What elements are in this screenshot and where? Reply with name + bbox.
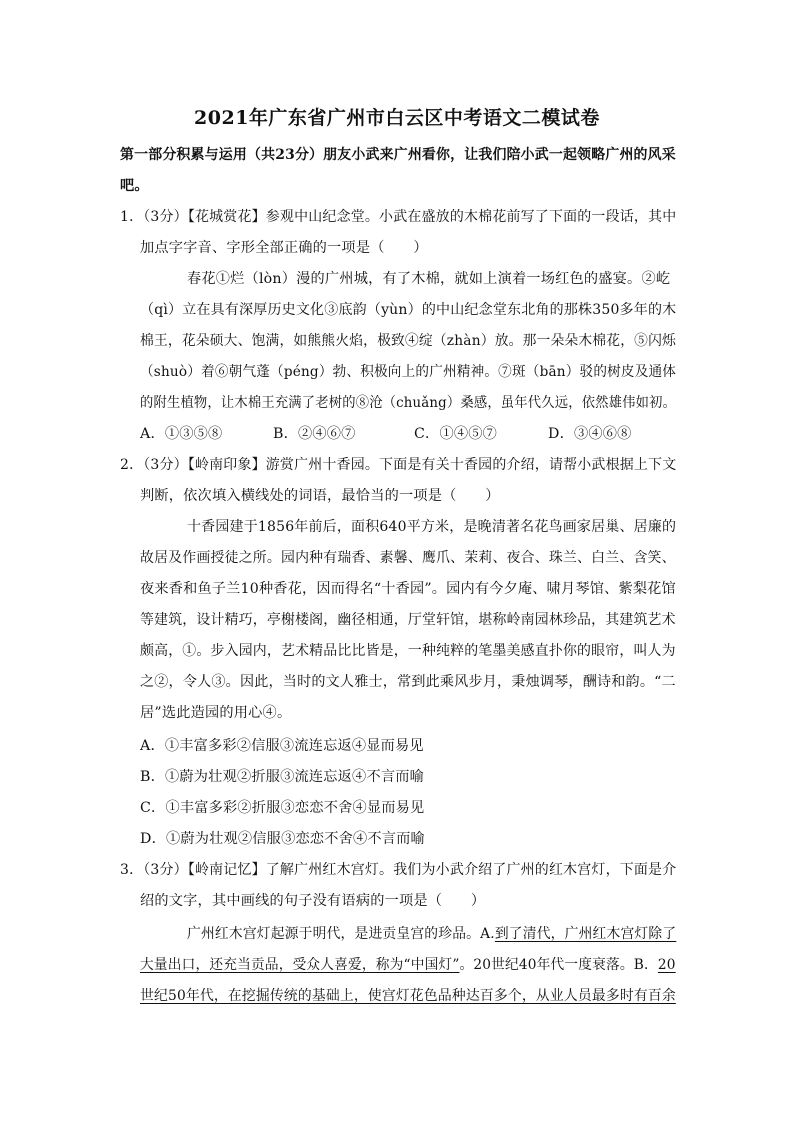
q1-option-c[interactable]: C．①④⑤⑦ [414, 426, 497, 442]
q3-underlined-sentence-a-cont: 大量出口，还充当贡品，受众人喜爱，称为“中国灯” [140, 957, 460, 973]
q1-option-a[interactable]: A．①③⑤⑧ [140, 426, 223, 442]
q1-option-b[interactable]: B．②④⑥⑦ [273, 426, 356, 442]
q3-underlined-sentence-a: 到了清代，广州红木宫灯除了 [494, 926, 677, 942]
q2-passage-line-7: 居”选此造园的用心④。 [140, 705, 292, 721]
q2-option-a[interactable]: A．①丰富多彩②信服③流连忘返④显而易见 [140, 738, 424, 754]
q3-passage-line-2 [140, 955, 676, 975]
q1-passage-line-2: （qì）立在具有深厚历史文化③底韵（yùn）的中山纪念堂东北角的那株350多年的木 [140, 302, 677, 318]
q2-passage-line-4: 等建筑，设计精巧，亭榭楼阁，幽径相通，厅堂轩馆，堪称岭南园林珍品，其建筑艺术 [140, 612, 676, 628]
q2-passage-line-1: 十香园建于1856年前后，面积640平方米，是晚清著名花鸟画家居巢、居廉的 [187, 519, 677, 535]
q2-passage-line-5: 颇高，①。步入园内，艺术精品比比皆是，一种纯粹的笔墨美感直扑你的眼帘，叫人为 [140, 643, 676, 659]
q1-passage-line-3: 棉王，花朵硕大、饱满，如熊熊火焰，极致④绽（zhàn）放。那一朵朵木棉花，⑤闪烁 [140, 333, 676, 349]
q2-passage-line-3: 夜来香和鱼子兰10种香花，因而得名“十香园”。园内有今夕庵、啸月琴馆、紫梨花馆 [140, 581, 676, 597]
q2-option-d[interactable]: D．①蔚为壮观②信服③恋恋不舍④不言而喻 [140, 831, 425, 847]
q3-stem-line-1: 3．（3分）【岭南记忆】了解广州红木宫灯。我们为小武介绍了广州的红木宫灯，下面是介 [120, 862, 677, 878]
q3-passage-line-1 [187, 924, 676, 944]
part-intro-line-2: 吧。 [120, 178, 149, 194]
q1-passage-line-4: （shuò）着⑥朝气蓬（péng）勃、积极向上的广州精神。⑦斑（bān）驳的树皮及通体 [140, 364, 677, 380]
q1-stem-line-2: 加点字字音、字形全部正确的一项是（ ） [140, 240, 428, 256]
q1-passage-line-1: 春花①烂（lòn）漫的广州城，有了木棉，就如上演着一场红色的盛宴。②屹 [187, 271, 671, 287]
q2-option-b[interactable]: B．①蔚为壮观②折服③流连忘返④不言而喻 [140, 769, 424, 785]
q3-passage-text: 广州红木宫灯起源于明代，是进贡皇宫的珍品。A. [187, 926, 495, 942]
q2-stem-line-2: 判断，依次填入横线处的词语，最恰当的一项是（ ） [140, 488, 500, 504]
q3-underlined-sentence-b-cont: 世纪50年代，在挖掘传统的基础上，使宫灯花色品种达百多个，从业人员最多时有百余 [140, 988, 676, 1004]
q1-passage-line-5: 的附生植物，让木棉王充满了老树的⑧沧（chuǎng）桑感，虽年代久远，依然雄伟如初。 [140, 395, 677, 411]
q2-passage-line-2: 故居及作画授徒之所。园内种有瑞香、素馨、鹰爪、茉莉、夜合、珠兰、白兰、含笑、 [140, 550, 676, 566]
q1-stem-line-1: 1．（3分）【花城赏花】参观中山纪念堂。小武在盛放的木棉花前写了下面的一段话，其中 [120, 209, 677, 225]
q1-options [140, 424, 632, 444]
q1-option-d[interactable]: D．③④⑥⑧ [548, 426, 632, 442]
q3-stem-line-2: 绍的文字，其中画线的句子没有语病的一项是（ ） [140, 893, 486, 909]
q2-stem-line-1: 2．（3分）【岭南印象】游赏广州十香园。下面是有关十香园的介绍，请帮小武根据上下文 [120, 457, 677, 473]
q2-passage-line-6: 之②，令人③。因此，当时的文人雅士，常到此乘风步月，秉烛调琴，酬诗和韵。“二 [140, 674, 676, 690]
page-title: 2021年广东省广州市白云区中考语文二模试卷 [194, 107, 600, 129]
q3-passage-line-3 [140, 986, 676, 1006]
q2-option-c[interactable]: C．①丰富多彩②折服③恋恋不舍④显而易见 [140, 800, 425, 816]
part-intro-line-1: 第一部分积累与运用（共23分）朋友小武来广州看你，让我们陪小武一起领略广州的风采 [120, 147, 676, 163]
q3-passage-text: 。20世纪40年代一度衰落。B． [459, 957, 658, 973]
q3-underlined-sentence-b: 20 [657, 957, 676, 973]
